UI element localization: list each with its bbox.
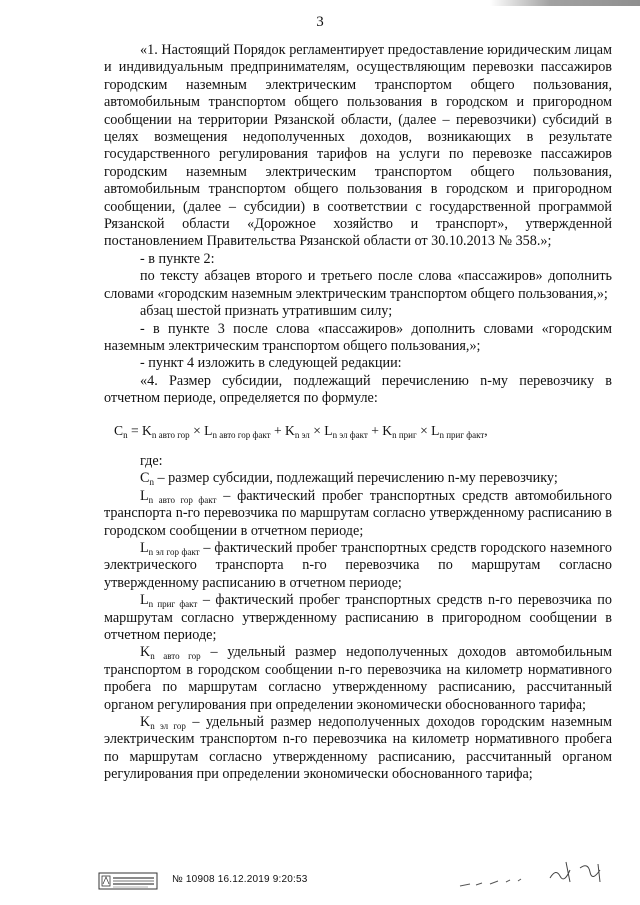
definition-4: $L_{n приг факт}$ – фактический пробег транспортных средств n-го перевозчика по маршрутам согласно утвержденному расписанию в пригородном сообщении в отчетном периоде; <box>104 592 612 643</box>
paragraph-4: абзац шестой признать утратившим силу; <box>140 303 393 320</box>
paragraph-6: - пункт 4 изложить в следующей редакции: <box>140 355 402 372</box>
where-label: где: <box>140 452 163 469</box>
definition-6: $K_{n эл гор}$ – удельный размер недополученных доходов городским наземным электрическим транспортом n-го перевозчика на километр нормативного пробега по маршрутам согласно утвержденному расписанию, рассчитанный органом регулирования при определении экономически обоснованного тарифа; <box>104 714 612 783</box>
government-emblem-icon <box>98 872 158 890</box>
definition-1: $C_n$ – размер субсидии, подлежащий перечислению n-му перевозчику; <box>140 470 558 488</box>
paragraph-5: - в пункте 3 после слова «пассажиров» дополнить словами «городским наземным электрическим транспортом общего пользования,»; <box>104 320 612 354</box>
subsidy-formula: $C_n = K_{n авто гор} \times L_{n авто гор факт} + K_{n эл} \times L_{n эл факт} + K_{n приг} \times L_{n приг факт}$, <box>114 422 488 440</box>
paragraph-2: - в пункте 2: <box>140 250 215 267</box>
page-number: 3 <box>316 14 324 30</box>
handwritten-signature <box>440 848 620 898</box>
paragraph-7: «4. Размер субсидии, подлежащий перечислению n-му перевозчику в отчетном периоде, определяется по формуле: <box>104 372 612 407</box>
paragraph-3: по тексту абзацев второго и третьего после слова «пассажиров» дополнить словами «городским наземным электрическим транспортом общего пользования,»; <box>104 268 612 302</box>
definition-5: $K_{n авто гор}$ – удельный размер недополученных доходов автомобильным транспортом в городском сообщении n-го перевозчика на километр нормативного пробега по маршрутам согласно утвержденному расписанию, рассчитанный органом регулирования при определении экономически обоснованного тарифа; <box>104 644 612 713</box>
definition-2: $L_{n авто гор факт}$ – фактический пробег транспортных средств автомобильного транспорта n-го перевозчика по маршрутам согласно утвержденному расписанию в городском сообщении в отчетном периоде; <box>104 487 612 539</box>
definition-3: $L_{n эл гор факт}$ – фактический пробег транспортных средств городского наземного электрического транспорта n-го перевозчика по маршрутам согласно утвержденному расписанию в отчетном периоде; <box>104 539 612 591</box>
paragraph-1: «1. Настоящий Порядок регламентирует предоставление юридическим лицам и индивидуальным предпринимателям, осуществляющим перевозки пассажиров городским наземным электрическим транспортом общего пользования, автомобильным транспортом общего пользования в городском и пригородном сообщении на территории Рязанской области, (далее – перевозчики) субсидий в целях возмещения недополученных доходов, возникающих в результате государственного регулирования тарифов на услуги по перевозке пассажиров городским наземным электрическим транспортом общего пользования, автомобильным транспортом общего пользования в городском и пригородном сообщении, (далее – субсидии) в соответствии с государственной программой Рязанской области «Дорожное хозяйство и транспорт», утвержденной постановлением Правительства Рязанской области от 30.10.2013 № 358.»; <box>104 42 612 250</box>
scan-edge-mark <box>490 0 640 6</box>
document-body <box>104 42 612 784</box>
document-registration-id: № 10908 16.12.2019 9:20:53 <box>172 874 308 885</box>
